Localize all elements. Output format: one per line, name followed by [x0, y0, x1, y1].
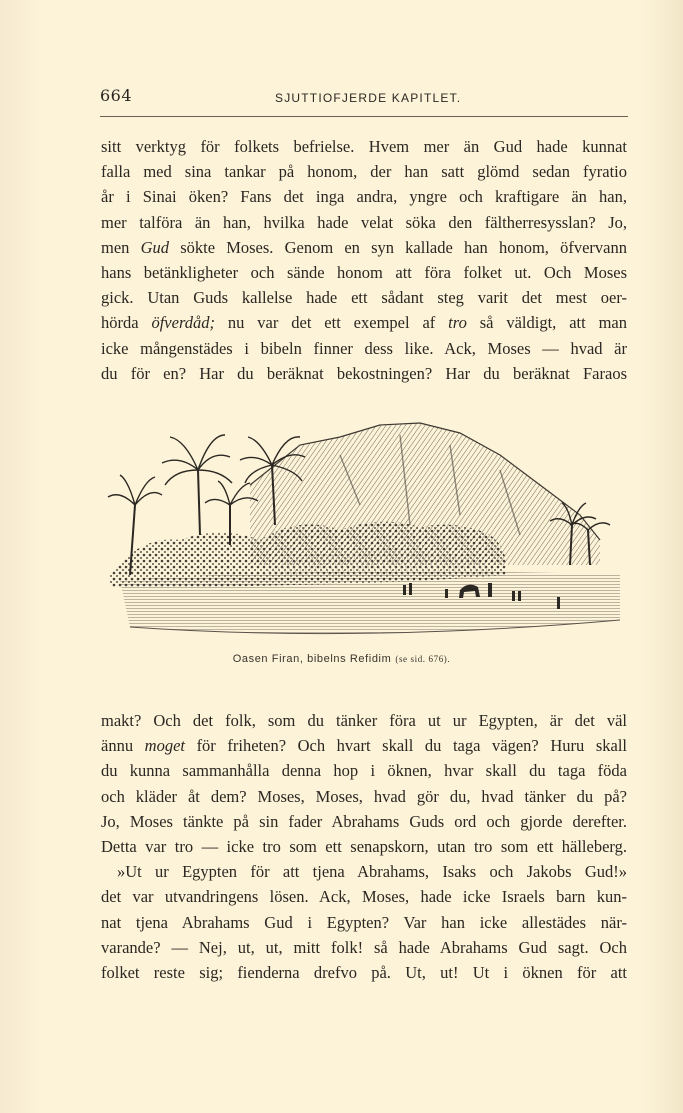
text-line: [101, 960, 627, 985]
text-segment: falla med sina tankar på honom, der han satt glömd sedan fyratio: [101, 162, 627, 182]
text-segment: Detta var tro — icke tro som ett senapskorn, utan tro som ett hälleberg.: [101, 836, 627, 856]
text-segment: hörda: [101, 313, 152, 333]
text-line: [101, 733, 627, 758]
text-line: [101, 184, 627, 209]
text-line: [101, 910, 627, 935]
body-text-bottom: [101, 708, 627, 985]
italic-word: moget: [144, 736, 185, 756]
figure-caption-reference: (se sid. 676).: [395, 654, 451, 664]
text-line: [101, 758, 627, 783]
running-head: SJUTTIOFJERDE KAPITLET.: [275, 91, 462, 105]
text-line: [101, 210, 627, 235]
text-line: [101, 784, 627, 809]
text-segment: du för en? Har du beräknat bekostningen? Har du beräknat Faraos: [101, 363, 627, 383]
text-line: [101, 285, 627, 310]
text-segment: så väldigt, att man: [466, 313, 627, 333]
text-line: [101, 235, 627, 260]
text-segment: hans betänkligheter och sände honom att föra folket ut. Och Moses: [101, 262, 627, 282]
figure-caption: [0, 653, 683, 665]
text-segment: nat tjena Abrahams Gud i Egypten? Var han icke allestädes när-: [101, 912, 627, 932]
text-line: [101, 859, 627, 884]
page-number: 664: [100, 86, 133, 105]
text-segment: nu var det ett exempel af: [215, 313, 449, 333]
text-segment: du kunna sammanhålla denna hop i öknen, hvar skall du taga föda: [101, 761, 627, 781]
text-segment: det var utvandringens lösen. Ack, Moses, hade icke Israels barn kun-: [101, 887, 627, 907]
text-segment: ännu: [101, 736, 145, 756]
text-segment: gick. Utan Guds kallelse hade ett sådant steg varit det mest oer-: [101, 288, 627, 308]
text-line: [101, 134, 627, 159]
italic-word: tro: [448, 313, 467, 333]
text-segment: men: [101, 237, 141, 257]
figure-caption-title: Oasen Firan, bibelns Refidim: [232, 653, 392, 665]
oasis-illustration: [100, 415, 625, 650]
text-segment: och kläder åt dem? Moses, Moses, hvad gör du, hvad tänker du på?: [101, 786, 627, 806]
text-segment: för friheten? Och hvart skall du taga vägen? Huru skall: [184, 736, 627, 756]
text-line: [101, 336, 627, 361]
text-segment: folket reste sig; fienderna drefvo på. Ut, ut! Ut i öknen för att: [101, 962, 627, 982]
italic-word: öfverdåd;: [151, 313, 216, 333]
text-segment: sitt verktyg för folkets befrielse. Hvem mer än Gud hade kunnat: [101, 137, 627, 156]
text-line: [101, 361, 627, 386]
page-header: [100, 86, 628, 117]
text-line: [101, 708, 627, 733]
body-text-top: [101, 134, 627, 386]
italic-word: Gud: [140, 237, 170, 257]
text-segment: sökte Moses. Genom en syn kallade han honom, öfvervann: [169, 237, 627, 257]
text-line: [101, 260, 627, 285]
text-segment: makt? Och det folk, som du tänker föra ut ur Egypten, är det väl: [101, 711, 627, 730]
text-line: [101, 884, 627, 909]
text-line: [101, 809, 627, 834]
text-segment: år i Sinai öken? Fans det inga andra, yngre och kraftigare än han,: [101, 187, 627, 207]
text-segment: icke mångenstädes i bibeln finner dess like. Ack, Moses — hvad är: [101, 338, 627, 358]
text-line: [101, 310, 627, 335]
text-segment: varande? — Nej, ut, ut, mitt folk! så hade Abrahams Gud sagt. Och: [101, 937, 627, 957]
text-line: [101, 834, 627, 859]
text-line: [101, 159, 627, 184]
text-segment: Jo, Moses tänkte på sin fader Abrahams Guds ord och gjorde derefter.: [101, 811, 627, 831]
text-line: [101, 935, 627, 960]
text-segment: »Ut ur Egypten för att tjena Abrahams, Isaks och Jakobs Gud!»: [117, 862, 627, 882]
text-segment: mer talföra än han, hvilka hade velat söka den fältherresysslan? Jo,: [101, 212, 627, 232]
